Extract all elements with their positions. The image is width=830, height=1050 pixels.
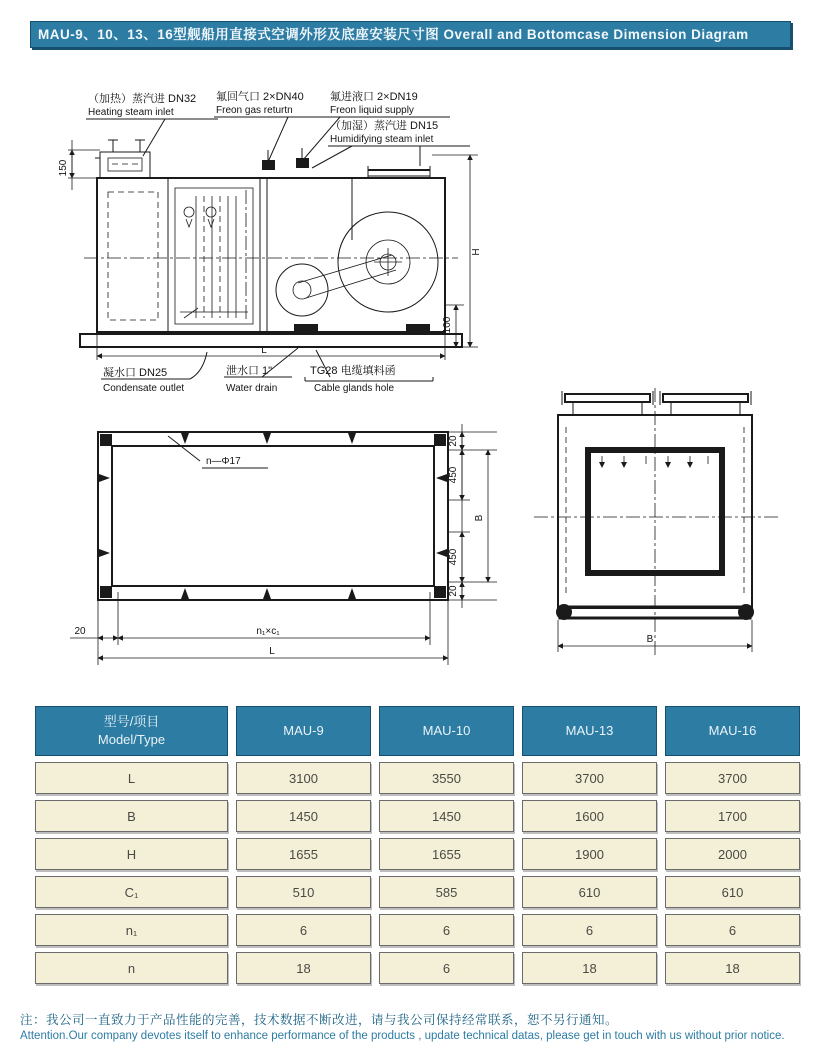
cell-n1-mau13: 6 [522,914,657,946]
dim-left-20: 20 [74,626,86,637]
motor [276,264,328,316]
plan-right-dimensions [448,424,497,608]
dim-bottom-20: 20 [448,585,459,597]
header-model-cn: 型号/项目 [103,714,160,730]
freon-liquid-label-en: Freon liquid supply [330,105,414,116]
hole-callout: n—Φ17 [206,456,241,467]
header-cell-mau10: MAU-10 [379,706,514,756]
cell-n-mau10: 6 [379,952,514,984]
header-cell-mau9: MAU-9 [236,706,371,756]
condensate-label-en: Condensate outlet [103,383,185,394]
cell-L-mau16: 3700 [665,762,800,794]
dim-150: 150 [58,159,69,177]
freon-liquid-label-cn: 氟进液口 2×DN19 [330,91,418,103]
row-label-C1: C₁ [35,876,228,908]
dim-lower-450: 450 [448,548,459,566]
header-model-en: Model/Type [97,732,166,747]
header-cell-mau13: MAU-13 [522,706,657,756]
dim-B-end: B [646,634,654,645]
cell-C1-mau10: 585 [379,876,514,908]
humidifying-label-cn: （加湿）蒸汽进 DN15 [330,120,439,132]
end-view-drawing [534,388,778,655]
access-door-left [108,192,158,320]
heating-inlet-fitting [95,140,150,178]
cell-n1-mau16: 6 [665,914,800,946]
freon-gas-label-cn: 氟回气口 2×DN40 [216,91,304,103]
cell-L-mau13: 3700 [522,762,657,794]
header-cell-mau16: MAU-16 [665,706,800,756]
drain-label-cn: 泄水口 1" [226,365,273,377]
cell-C1-mau16: 610 [665,876,800,908]
footer-note [20,1010,820,1042]
side-view-bottom-callouts [101,348,433,394]
technical-drawings [0,70,830,695]
row-label-L: L [35,762,228,794]
cell-C1-mau13: 610 [522,876,657,908]
freon-gas-label-en: Freon gas returtn [216,105,293,116]
cell-n-mau16: 18 [665,952,800,984]
coil-section [175,188,253,324]
dim-L-side: L [261,345,267,356]
footer-note-en: Attention.Our company devotes itself to enhance performance of the products , update technical datas, please get in touch with us without prior notice. [20,1030,785,1042]
row-label-H: H [35,838,228,870]
row-label-n: n [35,952,228,984]
bolt-marks [99,433,447,599]
cell-B-mau9: 1450 [236,800,371,832]
cable-gland-label-cn: TG28 电缆填料函 [310,365,396,377]
dim-L-plan: L [269,646,275,657]
cell-H-mau13: 1900 [522,838,657,870]
footer-note-cn: 注：我公司一直致力于产品性能的完善，技术数据不断改进，请与我公司保持经常联系，恕不另行通知。 [20,1013,619,1027]
dim-upper-450: 450 [448,466,459,484]
unit-body-outline [97,178,445,332]
heating-steam-label-cn: （加热）蒸汽进 DN32 [88,93,197,105]
page-title: MAU-9、10、13、16型舰船用直接式空调外形及底座安装尺寸图 Overall and Bottomcase Dimension Diagram [30,21,791,48]
cell-L-mau9: 3100 [236,762,371,794]
row-label-B: B [35,800,228,832]
spec-table [35,706,800,984]
humidifying-label-en: Humidifying steam inlet [330,134,434,145]
cell-n1-mau10: 6 [379,914,514,946]
plan-view-drawing [70,424,497,665]
cell-H-mau16: 2000 [665,838,800,870]
cell-B-mau10: 1450 [379,800,514,832]
dim-H: H [471,248,482,256]
cell-L-mau10: 3550 [379,762,514,794]
plan-bottom-dimensions [70,592,448,665]
condensate-label-cn: 凝水口 DN25 [103,367,168,379]
dim-top-20: 20 [448,435,459,447]
dim-B-plan: B [474,514,485,522]
cell-H-mau10: 1655 [379,838,514,870]
header-cell-model [35,706,228,756]
dim-100: 100 [442,316,453,334]
cable-gland-label-en: Cable glands hole [314,383,395,394]
cell-n1-mau9: 6 [236,914,371,946]
duct-flanges [562,391,751,415]
cell-n-mau13: 18 [522,952,657,984]
dimension-diagram-svg [0,70,830,695]
cell-B-mau16: 1700 [665,800,800,832]
drain-label-en: Water drain [226,383,278,394]
base-frame [80,324,462,347]
cell-B-mau13: 1600 [522,800,657,832]
opening-ticks [599,456,708,468]
cell-n-mau9: 18 [236,952,371,984]
row-label-n1: n₁ [35,914,228,946]
fan-assembly [276,212,438,316]
cell-H-mau9: 1655 [236,838,371,870]
dim-bolt-pitch: n₁×c₁ [256,626,280,637]
side-view-drawing [58,89,482,394]
heating-steam-label-en: Heating steam inlet [88,107,174,118]
cell-C1-mau9: 510 [236,876,371,908]
